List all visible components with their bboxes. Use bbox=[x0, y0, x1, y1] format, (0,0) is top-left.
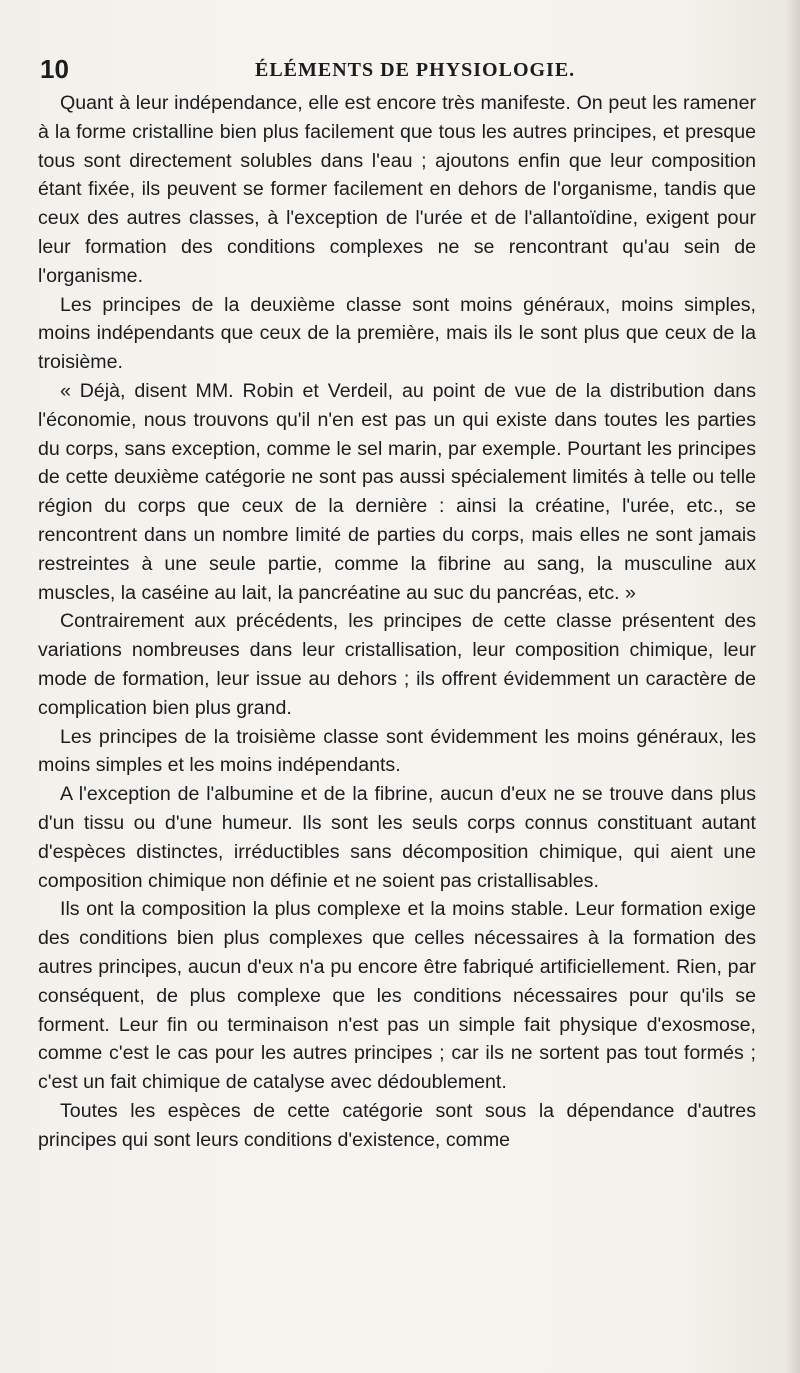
paragraph-6: A l'exception de l'albumine et de la fibrine, aucun d'eux ne se trouve dans plus d'un tissu ou d'une humeur. Ils sont les seuls corps connus constituant autant d'espèces distinctes, irréductibles sans décomposition chimique, qui aient une composition chimique non définie et ne soient pas cristallisables. bbox=[38, 783, 756, 892]
page-edge-shadow bbox=[786, 0, 800, 1373]
paragraph-7: Ils ont la composition la plus complexe et la moins stable. Leur formation exige des conditions bien plus complexes que celles nécessaires à la formation des autres principes, aucun d'eux n'a pu encore être fabriqué artificiellement. Rien, par conséquent, de plus complexe que les conditions nécessaires pour qu'ils se forment. Leur fin ou terminaison n'est pas un simple fait physique d'exosmose, comme c'est le cas pour les autres principes ; car ils ne sortent pas tout formés ; c'est un fait chimique de catalyse avec dédoublement. bbox=[38, 898, 756, 1094]
paragraph-8: Toutes les espèces de cette catégorie sont sous la dépendance d'autres principes qui sont leurs conditions d'existence, comme bbox=[38, 1099, 756, 1151]
page-number: 10 bbox=[40, 54, 69, 84]
running-title: ÉLÉMENTS DE PHYSIOLOGIE. bbox=[255, 59, 576, 81]
paragraph-2: Les principes de la deuxième classe sont moins généraux, moins simples, moins indépendants que ceux de la première, mais ils le sont plus que ceux de la troisième. bbox=[38, 293, 756, 374]
paragraph-1: Quant à leur indépendance, elle est encore très manifeste. On peut les ramener à la forme cristalline bien plus facilement que tous les autres principes, et presque tous sont directement solubles dans l'eau ; ajoutons enfin que leur composition étant fixée, ils peuvent se former facilement en dehors de l'organisme, tandis que ceux des autres classes, à l'exception de l'urée et de l'allantoïdine, exigent pour leur formation des conditions complexes ne se rencontrant qu'au sein de l'organisme. bbox=[38, 92, 756, 287]
running-head bbox=[40, 53, 746, 85]
paragraph-4: Contrairement aux précédents, les principes de cette classe présentent des variations nombreuses dans leur cristallisation, leur composition chimique, leur mode de formation, leur issue au dehors ; ils offrent évidemment un caractère de complication bien plus grand. bbox=[38, 610, 756, 719]
paragraph-5: Les principes de la troisième classe sont évidemment les moins généraux, les moins simples et les moins indépendants. bbox=[38, 725, 756, 777]
body-text bbox=[38, 89, 756, 1154]
paragraph-3-quotation: « Déjà, disent MM. Robin et Verdeil, au point de vue de la distribution dans l'économie, nous trouvons qu'il n'en est pas un qui existe dans toutes les parties du corps, sans exception, comme le sel marin, par exemple. Pourtant les principes de cette deuxième catégorie ne sont pas aussi spécialement limités à telle ou telle région du corps que ceux de la dernière : ainsi la créatine, l'urée, etc., se rencontrent dans un nombre limité de parties du corps, mais elles ne sont jamais restreintes à une seule partie, comme la fibrine au sang, la musculine aux muscles, la caséine au lait, la pancréatine au suc du pancréas, etc. » bbox=[38, 379, 756, 604]
